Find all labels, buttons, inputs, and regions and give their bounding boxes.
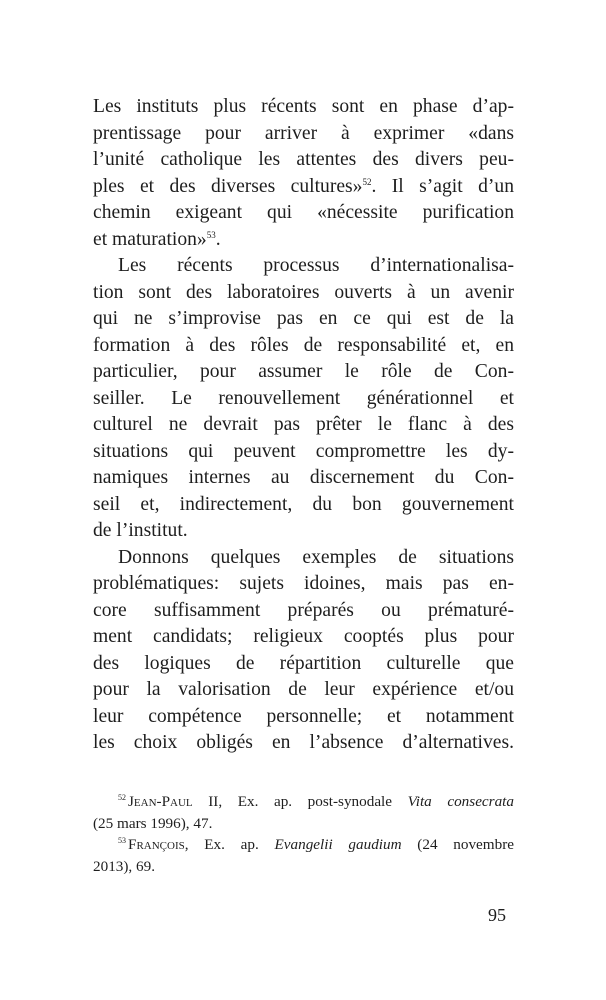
text-line: de l’institut. [93,520,188,541]
text-line: formation à des rôles de responsabilité et, en [93,334,514,356]
text-line: culturel ne devrait pas prêter le flanc à des [93,414,514,435]
footnote-line [93,834,514,856]
footnote-ref-53[interactable]: 53 [206,229,216,240]
footnote-text: II, Ex. ap. post-synodale [192,793,408,810]
text-line [93,174,514,201]
text-line: tion sont des laboratoires ouverts à un avenir [93,281,514,303]
text-line: situations qui peuvent compromettre les dy- [93,440,514,462]
paragraph-3 [93,545,514,757]
footnote-number: 53 [118,836,126,845]
footnote-number: 52 [118,793,126,802]
text-line: Les récents processus d’internationalisa- [118,255,514,276]
paragraph-1 [93,94,514,253]
footnote-title: Vita consecrata [407,793,514,810]
text-line: chemin exigeant qui «nécessite purification [93,202,514,223]
text-segment: ples et des diverses cultures» [93,175,363,197]
paragraph-2 [93,253,514,545]
footnote-line [93,791,514,813]
text-line: Donnons quelques exemples de situations [118,546,514,568]
page-number: 95 [488,905,506,925]
text-line: core suffisamment préparés ou prématuré- [93,599,514,621]
footnote-ref-52[interactable]: 52 [362,176,372,187]
text-line: l’unité catholique les attentes des divers peu- [93,149,514,170]
text-line: problématiques: sujets idoines, mais pas en- [93,573,514,594]
footnote-53 [93,834,514,877]
text-line: qui ne s’improvise pas en ce qui est de la [93,308,514,329]
text-line: des logiques de répartition culturelle que [93,652,514,674]
footnote-text: , Ex. ap. [184,836,275,853]
text-line: namiques internes au discernement du Con- [93,467,514,488]
footnote-author: François [128,836,185,853]
text-segment: et maturation» [93,228,207,250]
text-line: seil et, indirectement, du bon gouvernement [93,493,514,515]
text-line: leur compétence personnelle; et notamment [93,705,514,727]
footnotes [93,791,514,877]
text-line [93,227,514,254]
text-line: Les instituts plus récents sont en phase d’ap- [93,96,514,117]
footnote-52 [93,791,514,834]
text-line: les choix obligés en l’absence d’alternatives. [93,732,514,753]
text-line: seiller. Le renouvellement générationnel et [93,387,514,409]
text-line: particulier, pour assumer le rôle de Con- [93,361,514,382]
text-line: prentissage pour arriver à exprimer «dans [93,122,514,144]
footnote-author: Jean-Paul [128,793,193,810]
text-segment: . Il s’agit d’un [371,175,514,197]
footnote-line: (25 mars 1996), 47. [93,814,213,832]
footnote-line: 2013), 69. [93,857,156,875]
footnote-text: (24 novembre [401,836,514,853]
page-body [93,94,514,757]
text-line: pour la valorisation de leur expérience et/ou [93,679,514,700]
text-line: ment candidats; religieux cooptés plus pour [93,626,514,647]
footnote-title: Evangelii gaudium [274,836,402,853]
text-segment: . [215,228,221,250]
